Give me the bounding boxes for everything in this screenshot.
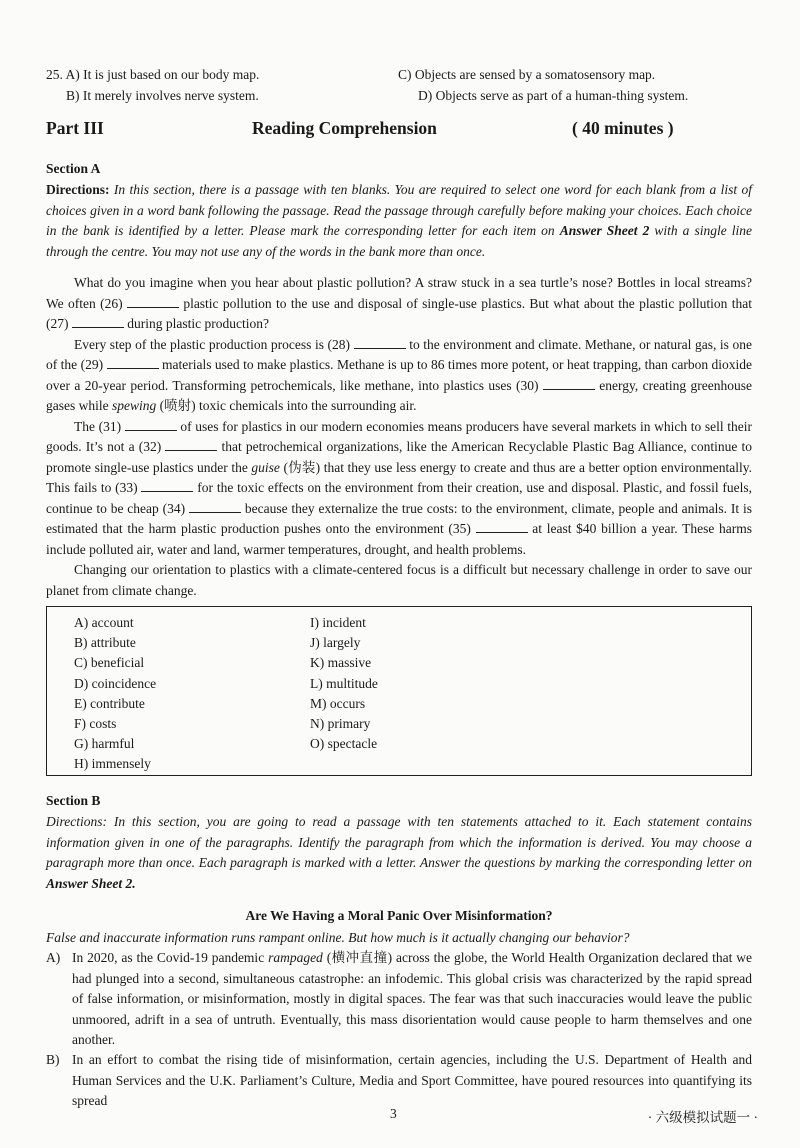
- word-option: J) largely: [310, 635, 361, 651]
- page-number: 3: [390, 1106, 397, 1121]
- blank-33: [141, 479, 193, 492]
- word-option: A) account: [74, 615, 134, 630]
- answer-sheet-ref: Answer Sheet 2: [559, 223, 650, 238]
- section-a: [46, 161, 752, 262]
- word-option: H) immensely: [74, 756, 151, 772]
- word-option: O) spectacle: [310, 736, 378, 752]
- word-bank-left-column: [74, 613, 156, 775]
- article-subtitle: False and inaccurate information runs rampant online. But how much is it actually changing our behavior?: [46, 930, 630, 945]
- word-option: M) occurs: [310, 695, 366, 711]
- article-title: Are We Having a Moral Panic Over Misinformation?: [245, 908, 553, 923]
- word-option: E) contribute: [74, 695, 145, 711]
- word-option: L) multitude: [310, 675, 378, 691]
- word-option: B) attribute: [74, 635, 136, 651]
- word-bank: [46, 606, 752, 776]
- section-b: [46, 793, 752, 894]
- part-header: [46, 118, 752, 139]
- blank-28: [354, 336, 406, 349]
- passage-paragraph-3: The (31) of uses for plastics in our modern economies means producers have several markets in which to sell their goods. It’s not a (32) that petrochemical organizations, like the American Recyclable Plastic Bag Alliance, continue to promote single-use plastics under the guise (伪装) that they use less energy to create and thus are a better option environmentally. This fails to (33) for the toxic effects on the environment from their creation, use and disposal. Plastic, and fossil fuels, continue to be cheap (34) because they externalize the true costs: to the environment, climate, people and animals. It is estimated that the harm plastic production pushes onto the environment (35) at least $40 billion a year. These harms include polluted air, water and land, warmer temperatures, drought, and health problems.: [46, 418, 753, 557]
- word-option: N) primary: [310, 716, 371, 732]
- section-b-directions: Directions: In this section, you are going to read a passage with ten statements attached to it. Each statement contains information given in one of the paragraphs. Identify the paragraph from which the information is derived. You may choose a paragraph more than once. Each paragraph is marked with a letter. Answer the questions by marking the corresponding letter on Answer Sheet 2.: [46, 814, 752, 891]
- paragraph-label: B): [46, 1052, 60, 1067]
- blank-34: [189, 500, 241, 513]
- word-bank-right-column: [310, 613, 378, 754]
- passage-paragraph-1: What do you imagine when you hear about plastic pollution? A straw stuck in a sea turtle’s nose? Bottles in local streams? We often (26) plastic pollution to the use and disposal of single-use plastics. But what about the plastic pollution that (27) during plastic production?: [46, 275, 753, 331]
- blank-31: [125, 418, 177, 431]
- paragraph-a: A) In 2020, as the Covid-19 pandemic rampaged (横冲直撞) across the globe, the World Health Organization declared that we had plunged into a second, simultaneous catastrophe: an infodemic. This global crisis was characterized by the rapid spread of false information, or misinformation, mostly in digital spaces. The fear was that such inaccuracies would leave the public unmoored, adrift in a sea of untruth. Eventually, this mass disorientation would cause people to harm themselves and one another.: [46, 948, 752, 1051]
- word-option: D) coincidence: [74, 675, 157, 691]
- option-a: 25. A) It is just based on our body map.: [46, 67, 260, 82]
- blank-30: [543, 377, 595, 390]
- blank-26: [127, 295, 179, 308]
- section-a-directions: Directions: In this section, there is a passage with ten blanks. You are required to select one word for each blank from a list of choices given in a word bank following the passage. Read the passage through carefully before making your choices. Each choice in the bank is identified by a letter. Please mark the corresponding letter for each item on Answer Sheet 2 with a single line through the centre. You may not use any of the words in the bank more than once.: [46, 182, 753, 259]
- passage-paragraph-4: Changing our orientation to plastics with a climate-centered focus is a difficult but necessary challenge in order to save our planet from climate change.: [46, 562, 752, 598]
- part-time: ( 40 minutes ): [572, 118, 674, 138]
- part-number: Part III: [46, 118, 104, 138]
- option-c: C) Objects are sensed by a somatosensory map.: [398, 67, 656, 82]
- word-option: I) incident: [310, 615, 366, 630]
- word-option: K) massive: [310, 655, 372, 671]
- option-b: B) It merely involves nerve system.: [66, 88, 259, 103]
- option-d: D) Objects serve as part of a human-thing system.: [418, 88, 689, 103]
- blank-27: [72, 315, 124, 328]
- question-25-options: [46, 64, 752, 106]
- exam-tag: · 六级模拟试题一 ·: [647, 1110, 758, 1125]
- section-b-heading: Section B: [46, 793, 101, 808]
- passage-a: [46, 273, 752, 601]
- blank-32: [165, 438, 217, 451]
- blank-29: [107, 356, 159, 369]
- word-option: G) harmful: [74, 736, 135, 752]
- paragraph-label: A): [46, 950, 61, 965]
- word-option: F) costs: [74, 716, 117, 732]
- paragraph-b: B) In an effort to combat the rising tide of misinformation, certain agencies, including the U.S. Department of Health and Human Services and the U.K. Parliament’s Culture, Media and Sport Committee, have poured resources into quantifying its spread: [46, 1050, 752, 1112]
- word-option: C) beneficial: [74, 655, 145, 671]
- part-title: Reading Comprehension: [252, 118, 437, 138]
- answer-sheet-ref: Answer Sheet 2.: [46, 875, 136, 891]
- passage-paragraph-2: Every step of the plastic production process is (28) to the environment and climate. Methane, or natural gas, is one of the (29) materials used to make plastics. Methane is up to 86 times more potent, or heat trapping, than carbon dioxide over a 20-year period. Transforming petrochemicals, like methane, into plastics uses (30) energy, creating greenhouse gases while spewing (喷射) toxic chemicals into the surrounding air.: [46, 336, 753, 413]
- blank-35: [476, 520, 528, 533]
- directions-label: Directions:: [46, 182, 110, 197]
- section-a-heading: Section A: [46, 161, 101, 176]
